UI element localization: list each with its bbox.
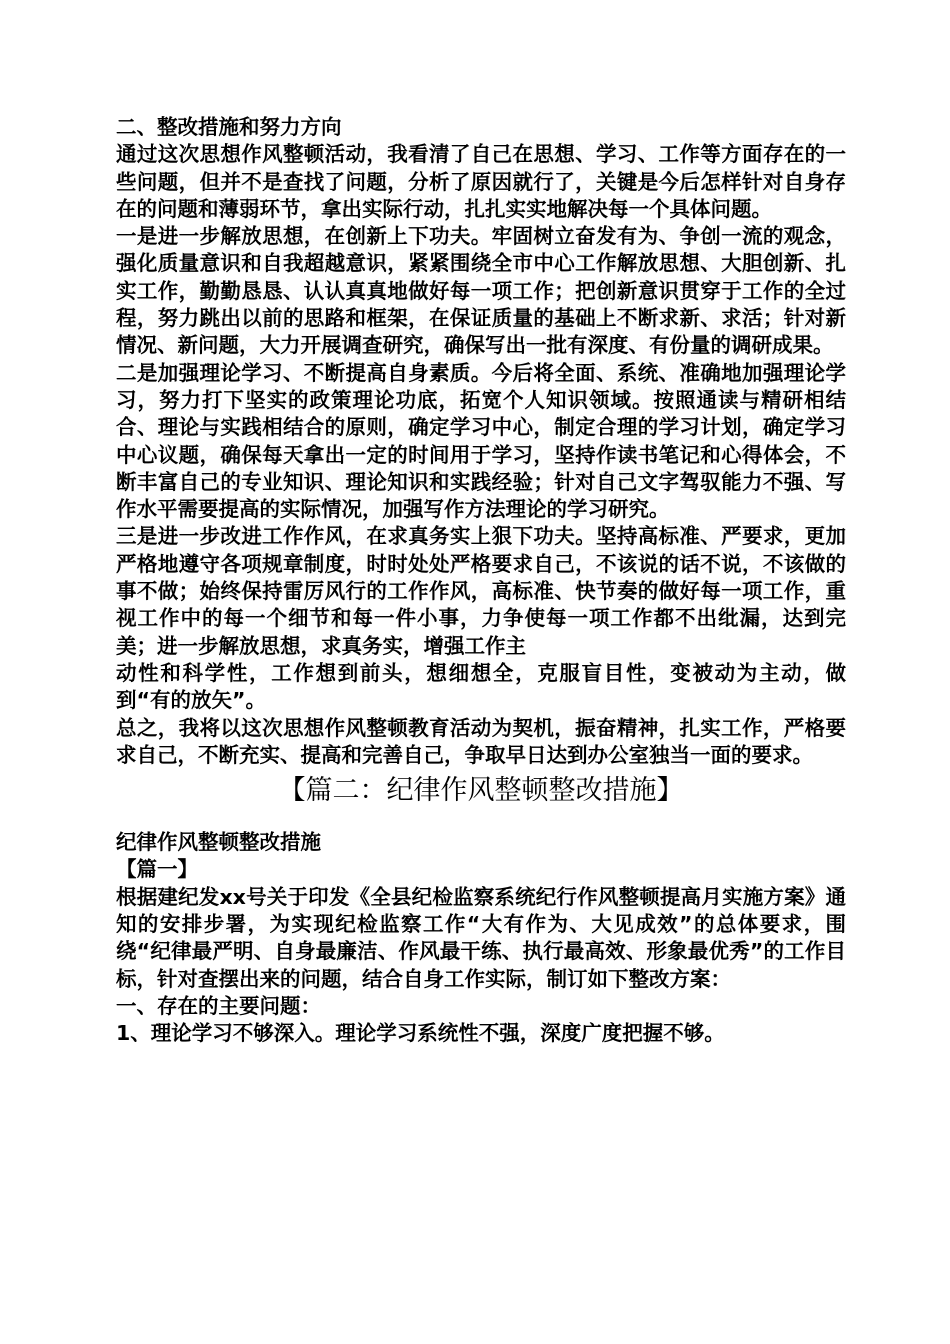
paragraph-problems-heading: 一、存在的主要问题：	[116, 993, 321, 1018]
paragraph-intro: 通过这次思想作风整顿活动，我看清了自己在思想、学习、工作等方面存在的一些问题，但并不是查找了问题，分析了原因就行了，关键是今后怎样针对自身存在的问题和薄弱环节，拿出实际行动，扎扎实实地解决每一个具体问题。	[116, 142, 846, 221]
paragraph-point-two: 二是加强理论学习、不断提高自身素质。今后将全面、系统、准确地加强理论学习，努力打下坚实的政策理论功底，拓宽个人知识领域。按照通读与精研相结合、理论与实践相结合的原则，确定学习中心，制定合理的学习计划，确定学习中心议题，确保每天拿出一定的时间用于学习，坚持作读书笔记和心得体会，不断丰富自己的专业知识、理论知识和实践经验；针对自己文字驾驭能力不强、写作水平需要提高的实际情况，加强写作方法理论的学习研究。	[116, 360, 846, 522]
paragraph-point-three-continued: 动性和科学性，工作想到前头，想细想全，克服盲目性，变被动为主动，做到“有的放矢”。	[116, 660, 846, 713]
paragraph-summary: 总之，我将以这次思想作风整顿教育活动为契机，振奋精神，扎实工作，严格要求自己，不断充实、提高和完善自己，争取早日达到办公室独当一面的要求。	[116, 715, 846, 767]
paragraph-point-one: 一是进一步解放思想，在创新上下功夫。牢固树立奋发有为、争创一流的观念，强化质量意识和自我超越意识，紧紧围绕全市中心工作解放思想、大胆创新、扎实工作，勤勤恳恳、认认真真地做好每一项工作；把创新意识贯穿于工作的全过程，努力跳出以前的思路和框架，在保证质量的基础上不断求新、求活；针对新情况、新问题，大力开展调查研究，确保写出一批有深度、有份量的调研成果。	[116, 224, 846, 358]
paragraph-basis: 根据建纪发xx号关于印发《全县纪检监察系统纪行作风整顿提高月实施方案》通知的安排步署，为实现纪检监察工作“大有作为、大见成效”的总体要求，围绕“纪律最严明、自身最廉洁、作风最干练、执行最高效、形象最优秀”的工作目标，针对查摆出来的问题，结合自身工作实际，制订如下整改方案：	[116, 884, 846, 991]
document-page	[116, 114, 846, 1048]
subsection-label: 【篇一】	[116, 857, 198, 882]
section-heading-rectification: 二、整改措施和努力方向	[116, 115, 342, 139]
paragraph-problem-one: 1、理论学习不够深入。理论学习系统性不强，深度广度把握不够。	[116, 1021, 725, 1046]
chapter-title: 【篇二：纪律作风整顿整改措施】	[278, 775, 684, 807]
spacer	[116, 811, 846, 829]
paragraph-point-three: 三是进一步改进工作作风，在求真务实上狠下功夫。坚持高标准、严要求，更加严格地遵守各项规章制度，时时处处严格要求自己，不该说的话不说，不该做的事不做；始终保持雷厉风行的工作作风，高标准、快节奏的做好每一项工作，重视工作中的每一个细节和每一件小事，力争使每一项工作都不出纰漏，达到完美；进一步解放思想，求真务实，增强工作主	[116, 524, 846, 658]
section-heading-discipline: 纪律作风整顿整改措施	[116, 830, 321, 855]
